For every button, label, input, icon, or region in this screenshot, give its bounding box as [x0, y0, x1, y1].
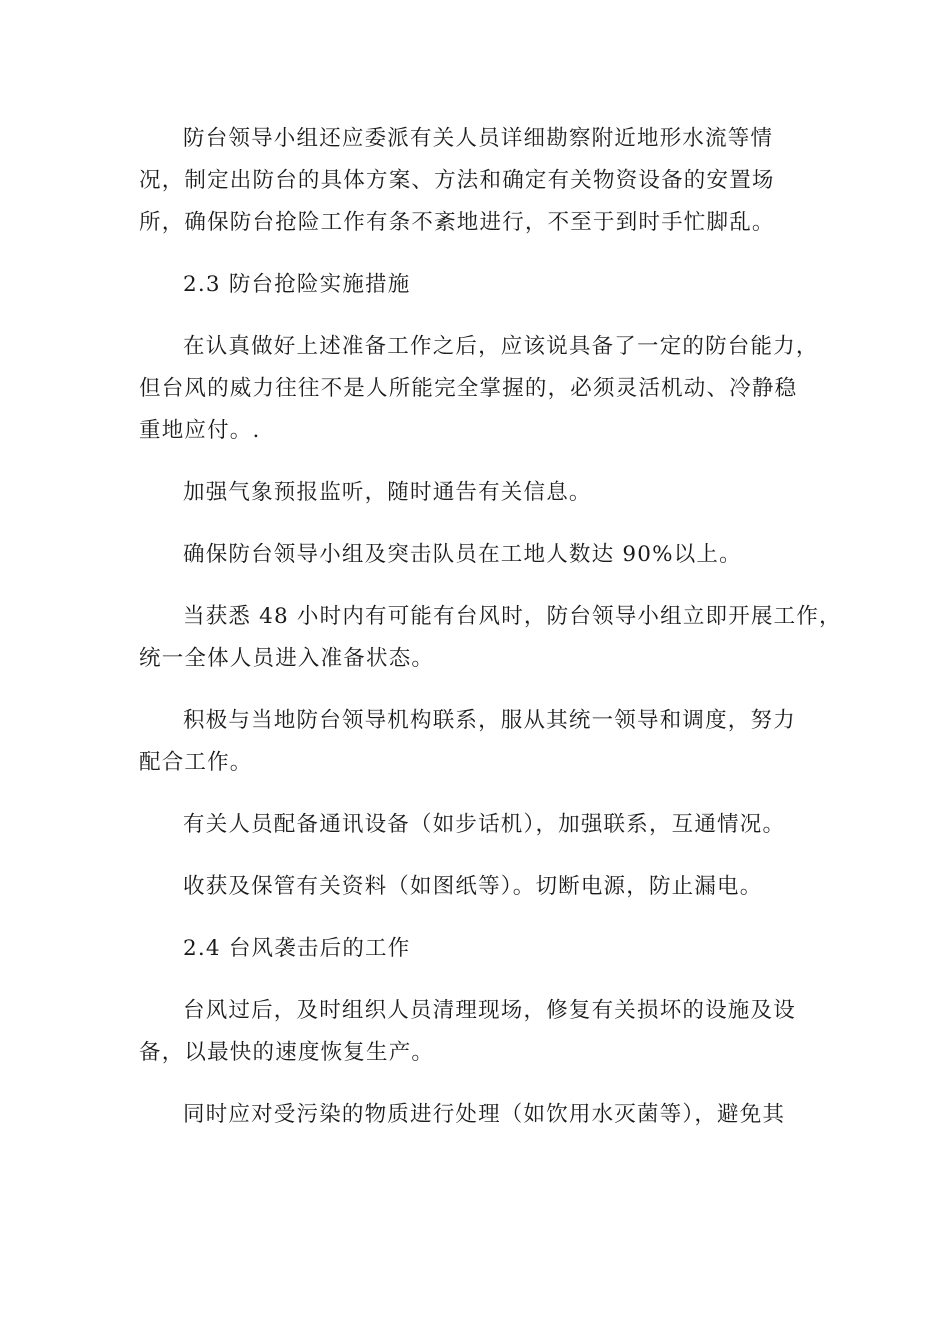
text-line: 但台风的威力往往不是人所能完全掌握的，必须灵活机动、冷静稳 [139, 376, 798, 401]
text-line: 配合工作。 [139, 750, 253, 775]
text-line: 积极与当地防台领导机构联系，服从其统一领导和调度，努力 [183, 708, 796, 733]
text-line: 统一全体人员进入准备状态。 [139, 646, 435, 671]
paragraph [139, 804, 819, 846]
document-body [139, 118, 842, 1136]
text-line: 台风过后，及时组织人员清理现场，修复有关损坏的设施及设 [183, 998, 796, 1023]
text-line: 有关人员配备通讯设备（如步话机），加强联系，互通情况。 [183, 812, 786, 837]
paragraph [139, 534, 819, 576]
paragraph [139, 700, 819, 784]
text-line: 况，制定出防台的具体方案、方法和确定有关物资设备的安置场 [139, 168, 775, 193]
section-heading [139, 928, 819, 970]
text-line: 同时应对受污染的物质进行处理（如饮用水灭菌等），避免其 [183, 1102, 786, 1127]
text-line: 在认真做好上述准备工作之后，应该说具备了一定的防台能力， [183, 334, 819, 359]
paragraph [139, 118, 819, 244]
paragraph [139, 472, 819, 514]
text-line: 确保防台领导小组及突击队员在工地人数达 90%以上。 [183, 542, 742, 567]
heading-text: 2.3 防台抢险实施措施 [183, 272, 411, 297]
text-line: 收获及保管有关资料（如图纸等）。切断电源，防止漏电。 [183, 874, 763, 899]
paragraph [139, 596, 842, 680]
heading-text: 2.4 台风袭击后的工作 [183, 936, 411, 961]
text-line: 重地应付。. [139, 418, 261, 443]
text-line: 备，以最快的速度恢复生产。 [139, 1040, 435, 1065]
paragraph [139, 866, 819, 908]
paragraph [139, 326, 819, 452]
paragraph [139, 990, 819, 1074]
text-line: 当获悉 48 小时内有可能有台风时，防台领导小组立即开展工作， [183, 604, 842, 629]
text-line: 所，确保防台抢险工作有条不紊地进行，不至于到时手忙脚乱。 [139, 210, 775, 235]
text-line: 防台领导小组还应委派有关人员详细勘察附近地形水流等情 [183, 126, 774, 151]
paragraph [139, 1094, 819, 1136]
section-heading [139, 264, 819, 306]
text-line: 加强气象预报监听，随时通告有关信息。 [183, 480, 592, 505]
